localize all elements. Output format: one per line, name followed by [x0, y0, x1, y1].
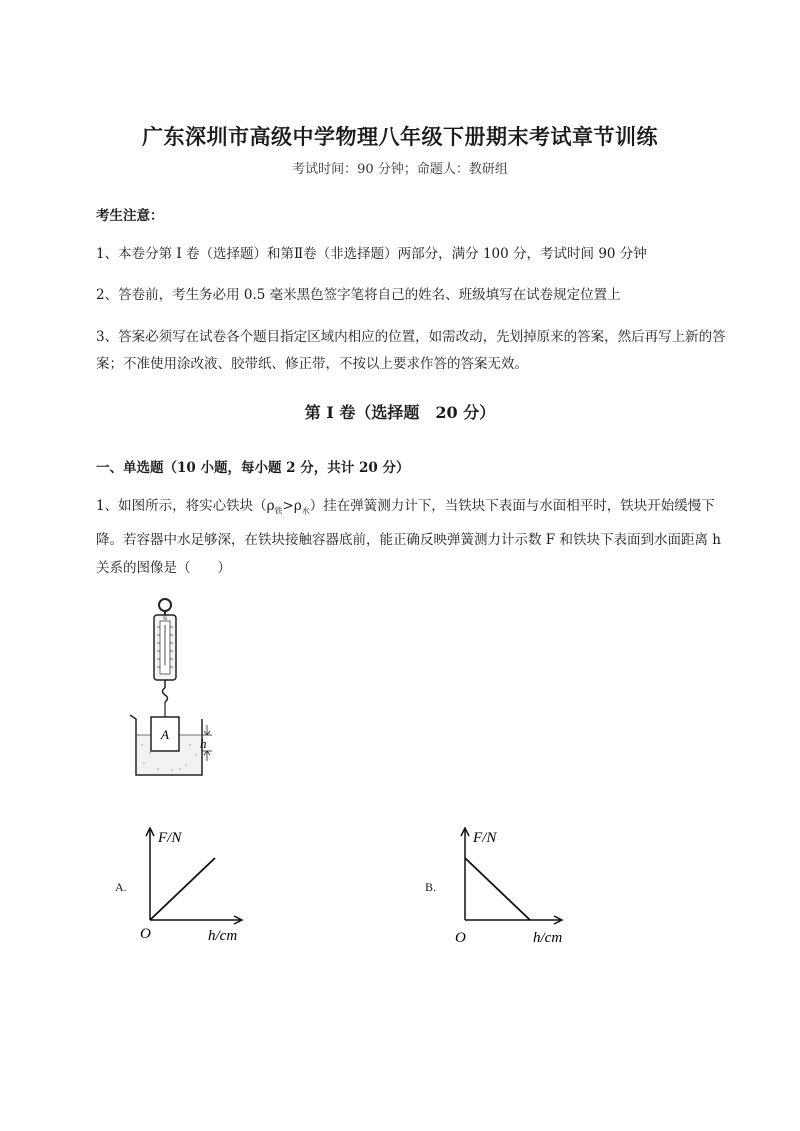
option-b-xlabel: h/cm: [533, 930, 563, 946]
block-label: A: [161, 727, 169, 742]
option-b-graph: [455, 820, 585, 950]
apparatus-figure: [120, 595, 230, 780]
option-a-ylabel: F/N: [158, 830, 182, 846]
option-a-line: [150, 858, 215, 920]
section-title: 第 I 卷（选择题 20 分）: [304, 403, 496, 422]
q1-text-before: 1、如图所示，将实心铁块（ρ: [96, 498, 275, 514]
option-b-ylabel: F/N: [473, 830, 497, 846]
q1-gt: >ρ: [282, 498, 302, 514]
notice-item-1: 1、本卷分第 I 卷（选择题）和第Ⅱ卷（非选择题）两部分，满分 100 分，考试时间 90 分钟: [96, 246, 647, 262]
option-b-origin: O: [455, 930, 466, 946]
page-title: 广东深圳市高级中学物理八年级下册期末考试章节训练: [142, 124, 658, 149]
option-a-xlabel: h/cm: [208, 928, 238, 944]
option-b-label: B.: [425, 880, 437, 894]
q1-sub-iron: 铁: [274, 506, 283, 516]
depth-label: h: [200, 736, 207, 751]
q1-text-after: ）挂在弹簧测力计下，当铁块下表面与水面相平时，铁块开始缓慢下降。若容器中水足够深，在铁块接触容器底前，能正确反映弹簧测力计示数 F 和铁块下表面到水面距离 h 关系的图像是（ ）: [96, 498, 721, 576]
question-1-text: [96, 492, 736, 582]
scale-unit-label: N: [163, 617, 167, 622]
notice-item-3: 3、答案必须写在试卷各个题目指定区域内相应的位置，如需改动，先划掉原来的答案，然后再写上新的答案；不准使用涂改液、胶带纸、修正带，不按以上要求作答的答案无效。: [96, 329, 726, 372]
option-a-origin: O: [140, 926, 151, 942]
notice-heading: 考生注意：: [96, 208, 164, 224]
option-a-graph: [140, 820, 260, 950]
option-a-label: A.: [115, 880, 127, 894]
part-heading: 一、单选题（10 小题，每小题 2 分，共计 20 分）: [96, 460, 410, 476]
option-b-line: [465, 858, 530, 920]
q1-sub-water: 水: [301, 506, 310, 516]
exam-info: 考试时间：90 分钟；命题人：教研组: [292, 162, 508, 177]
notice-item-2: 2、答卷前，考生务必用 0.5 毫米黑色签字笔将自己的姓名、班级填写在试卷规定位置上: [96, 287, 621, 303]
